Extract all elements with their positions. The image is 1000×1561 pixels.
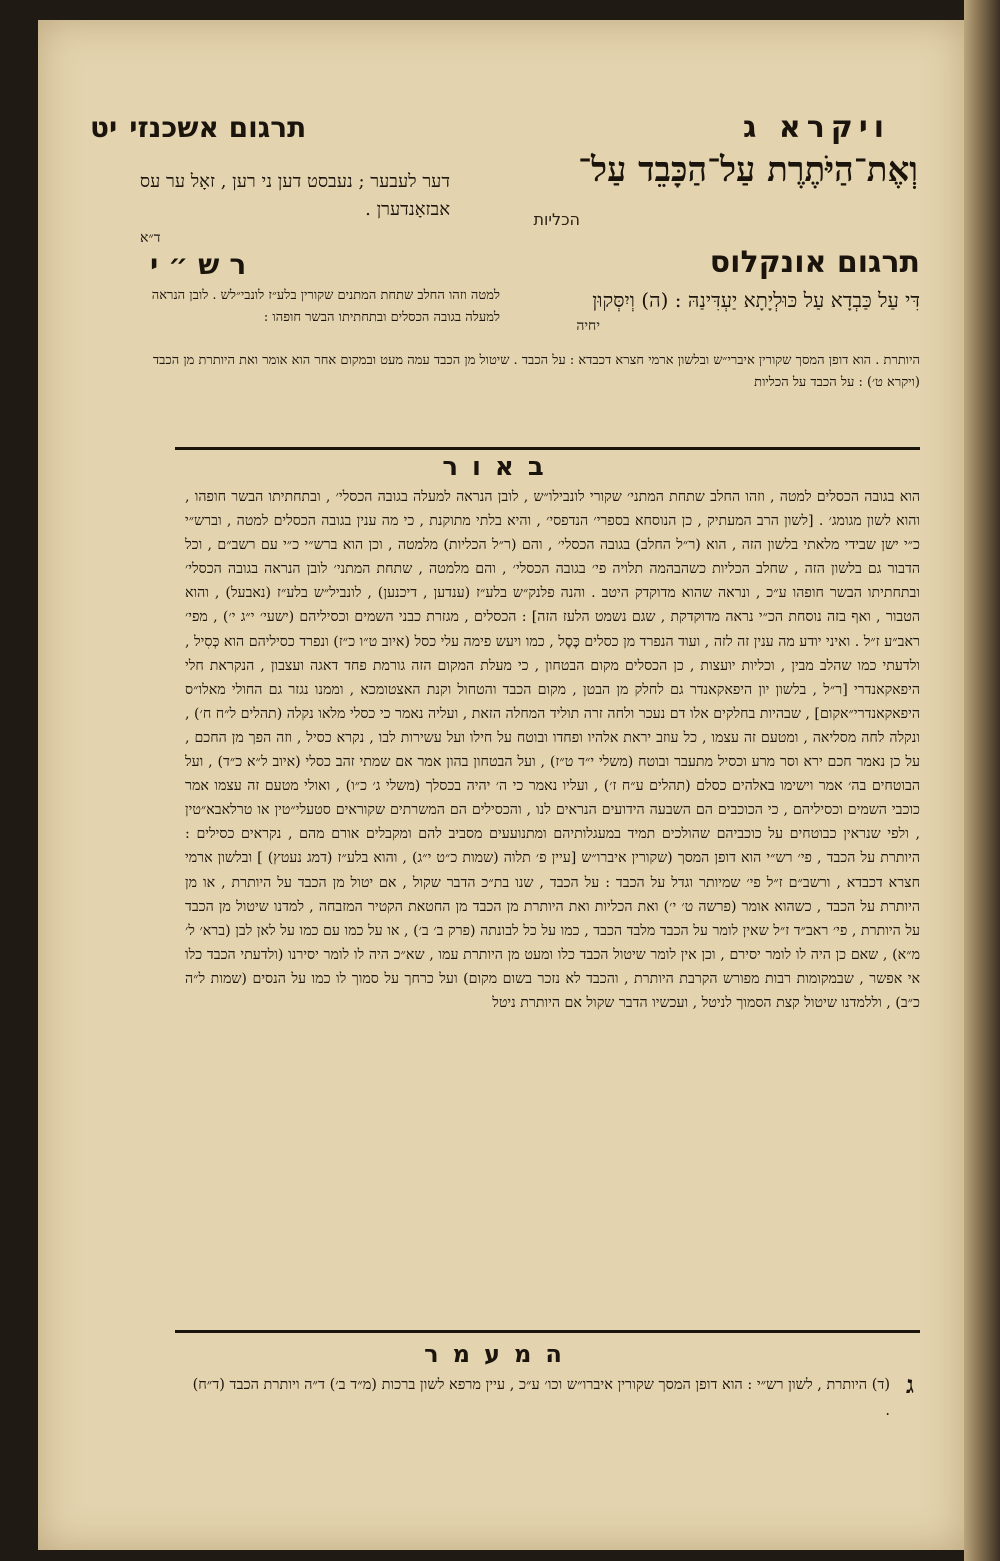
hameamer-text: (ד) היותרת , לשון רש״י : הוא דופן המסך שקורין איברו״ש וכו׳ ע״כ , עיין מרפא לשון ברכות (מ״ד ב׳) ד״ה ויותרת הכבד (ד״ח) . xyxy=(192,1377,890,1419)
targum-ashkenazi-header xyxy=(90,111,318,144)
targum-ashkenazi-page: יט xyxy=(90,111,118,144)
rashi-wide-text: היותרת . הוא דופן המסך שקורין איברי״ש ובלשון ארמי חצרא דכבדא : על הכבד . שיטול מן הכבד עמה מעט ובמקום אחר הוא אומר ואת היותרת מן הכבד (ויקרא ט׳) : על הכבד על הכליות xyxy=(152,353,920,390)
biur-title: באור xyxy=(442,452,558,482)
hameamer-title: המעמר xyxy=(424,1340,576,1368)
book-spine-edge xyxy=(964,0,1000,1561)
section-divider xyxy=(175,447,920,450)
onkelos-text: דִּי עַל כַּבְדָא עַל כּוּלְיָתָא יַעְדִּינַהּ : (ה) וְיִסְּקוּן xyxy=(592,288,920,312)
rashi-text: למטה וזהו החלב שתחת המתנים שקורין בלע״ז לונבי״לש . לובן הנראה למעלה בגובה הכסלים ובתחתיתו הבשר חופהו : xyxy=(151,288,500,325)
parsha-header: ויקרא ג xyxy=(743,110,890,145)
hameamer-letter: ג xyxy=(906,1370,914,1399)
targum-ashkenazi-title: תרגום אשכנזי xyxy=(129,111,307,144)
targum-ashkenazi-marker: ד״א xyxy=(140,230,161,246)
onkelos-note: יחיה xyxy=(576,318,600,334)
rashi-title: רש״י xyxy=(150,248,257,281)
onkelos-title: תרגום אונקלוס xyxy=(709,245,920,280)
verse-note: הכליות xyxy=(533,210,580,229)
verse-text: וְאֶת־הַיֹּתֶרֶת עַל־הַכָּבֵד עַל־ xyxy=(578,150,918,190)
page-header xyxy=(90,110,890,145)
section-divider xyxy=(175,1330,920,1333)
targum-ashkenazi-text: דער לעבער ; נעבסט דען ני רען , זאָל ער עס אבזאָנדערן . xyxy=(139,171,450,220)
biur-text: הוא בגובה הכסלים למטה , וזהו החלב שתחת המתני׳ שקורי לונבילו״ש , לובן הנראה למעלה בגובה הכסלי׳ , ובתחתיתו הבשר חופהו , והוא לשון מגומג׳ . [לשון הרב המעתיק , כן הנוסחא בספרי׳ הנדפסי׳ , והיא בלתי מתוקנת , כי מה ענין בגובה הכסלים למטה , וברש״י כ״י ישן שבידי מלאתי בלשון הזה , הוא (ר״ל החלב) בגובה הכסלי׳ , והם (ר״ל הכליות) מלמטה , וכן הוא ברש״י כ״י עם רשב״ם , וכל הדבור גם בלשון הזה , שחלב הכליות כשהבהמה תלויה פי׳ בגובה הכסלי׳ , והם מלמטה , שתחת המתני׳ לובן הנראה בגובה הכסלי׳ ובתחתיתו הבשר חופהו ע״כ , ונראה שהוא מדוקדק היטב . והנה פלנק״ש בלע״ז (ענדען , דיכנען) , לונביל״ש בלע״ז (נאבעל) , והוא הטבור , ואף בזה נוסחת הכ״י נראה מדוקדקת , שגם נשמט הלעז הזה] : הכסלים , מגזרת כבני השמים וכסיליהם (ישעי׳ י״ג י׳) , מפי׳ ראב״ע ז״ל . ואיני יודע מה ענין זה לזה , ועוד הנפרד מן כסלים כֶּסֶל , כמו ויעש פימה עלי כסל (איוב ט״ו כ״ז) ונפרד כסיליהם הוא כְּסִיל , ולדעתי כמו שהלב מבין , וכליות יועצות , כן הכסלים מקום הבטחון , כי מעלת המקום הזה גורמת פחד דאגה ועצבון , הנקראת חלי היפאקאנדרי [ר״ל , בלשון יון היפאקאנדר גם לחלק מן הבטן , מקום הכבד והטחול וקנת האצטומכא , וממנו נגזר גם החולי מאלו״ס היפאקאנדרי״אקום] , שבהיות בחלקים אלו דם נעכר ולחה זרה תוליד המחלה הזאת , ועליה נאמר כי כסלי מלאו נקלה (תהלים ל״ח ח׳) , ונקלה לחה מסליאה , ומטעם זה עצמו , כל עוזב יראת אלהיו ופחדו ובוטח על חילו ועל עשירות לבו , נקרא כסיל , וזה הפך מן החכם , על כן נאמר חכם ירא וסר מרע וכסיל מתעבר ובוטח (משלי י״ד ט״ז) , ועל הבטחון בהון אמר אם שמתי זהב כסלי (איוב ל״א כ״ד) , ועל הבוטחים בה׳ אמר וישימו באלהים כסלם (תהלים ע״ח ז׳) , ועליו נאמר כי ה׳ יהיה בכסלך (משלי ג׳ כ״ו) , ואולי מטעם זה עצמו אמר כוכבי השמים וכסיליהם , כי הכוכבים הם השבעה הידועים הנראים לנו , והכסילים הם המשרתים שקוראים סטעלי״טין או טרלאבא״טין , ולפי שנראין כבוטחים על כוכביהם שהולכים תמיד במעגלותיהם ומתנועעים מסביב להם ומקבלים אורם מהם , נקראים כסילים : היותרת על הכבד , פי׳ רש״י הוא דופן המסך (שקורין איברו״ש [עיין פ׳ תלוה (שמות כ״ט י״ג) , והוא בלע״ז (דמג נעטץ) ] ובלשון ארמי חצרא דכבדא , ורשב״ם ז״ל פי׳ שמיותר וגדל על הכבד : על הכבד , שנו בת״כ הדבר שקול , אם יטול מן הכבד על היותרת , או מן היותרת על הכבד , כשהוא אומר (פרשה ט׳ י׳) ואת הכליות ואת היותרת מן הכבד מן החטאת הקטיר המזבחה , למדנו שיטול מן הכבד על היותרת , פי׳ ראב״ד ז״ל שאין לומר על הכבד מלבד הכבד , כמו על כל לבונתה (פרק ב׳ ב׳) , או על כמו עם כמו על לאן לבן (ברא׳ ל׳ מ״א) , שאם כן היה לו לומר יסירם , וכן אין לומר שיטול הכבד כלו ומעט מן היותרת עמו , שא״כ היה לו לומר יסירנו (ולדעתי הכבד כלו אי אפשר , שבמקומות רבות מפורש הקרבת היותרת , והכבד לא נזכר בשום מקום) ועל כרחך על סמוך לו כמו על הנסים (שמות ל״ה כ״ב) , וללמדנו שיטול קצת הסמוך לניטל , ועכשיו הדבר שקול אם היותרת ניטל xyxy=(185,489,920,1011)
